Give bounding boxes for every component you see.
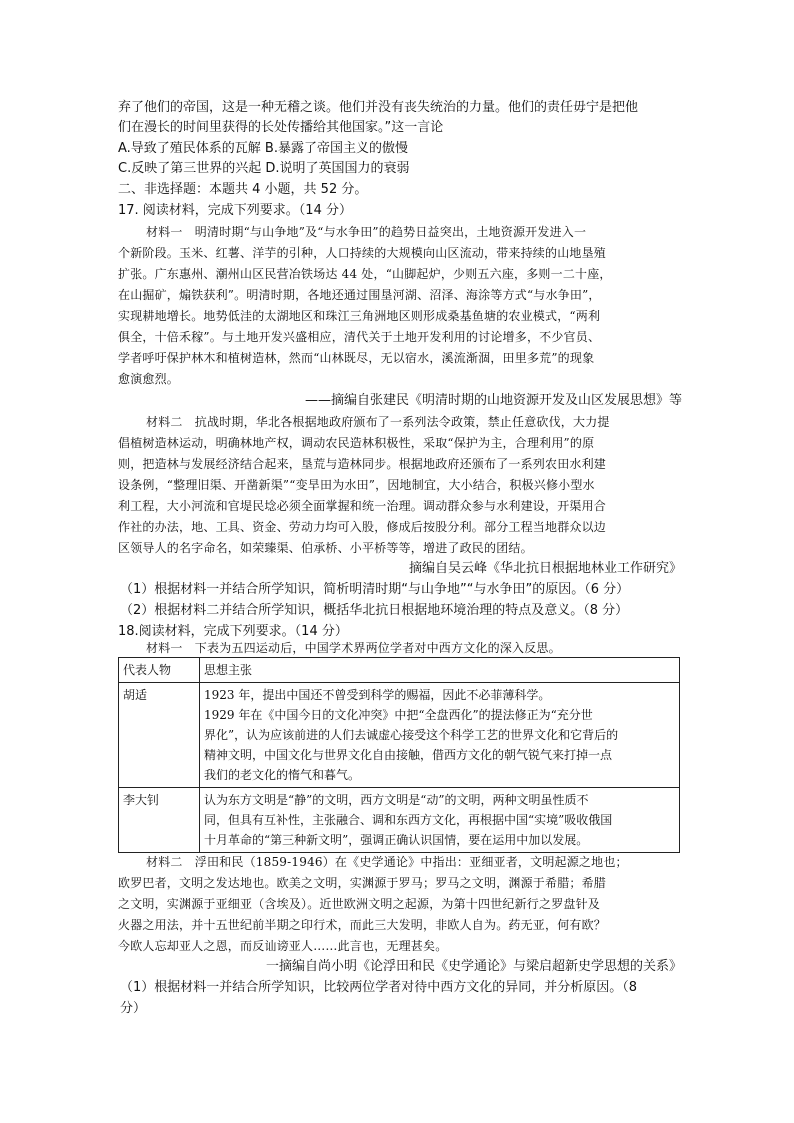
- answer-options-cd: C.反映了第三世界的兴起 D.说明了英国国力的衰弱: [118, 161, 410, 176]
- source-citation: 摘编自吴云峰《华北抗日根据地林业工作研究》: [408, 561, 682, 576]
- material-text-line: 材料二 抗战时期，华北各根据地政府颁布了一系列法令政策，禁止任意砍伐，大力提: [146, 415, 610, 429]
- material-text-line: 今欧人忘却亚人之恩，而反讪谤亚人……此言也，无理甚矣。: [118, 939, 448, 953]
- question-17-title: 17. 阅读材料，完成下列要求。（14 分）: [118, 203, 352, 218]
- cell-line: 十月革命的“第三种新文明”，强调正确认识国情，要在运用中加以发展。: [204, 833, 589, 847]
- cell-line: 1929 年在《中国今日的文化冲突》中把“全盘西化”的提法修正为“充分世: [204, 708, 593, 722]
- sub-question: （1）根据材料一并结合所学知识，比较两位学者对待中西方文化的异同，并分析原因。（8: [120, 980, 638, 995]
- source-citation: ——摘编自张建民《明清时期的山地资源开发及山区发展思想》等: [304, 393, 682, 408]
- material-text-line: 个新阶段。玉米、红薯、洋芋的引种，人口持续的大规模向山区流动，带来持续的山地垦殖: [118, 246, 607, 260]
- section-heading: 二、非选择题：本题共 4 小题，共 52 分。: [118, 182, 368, 197]
- material-text-line: 区领导人的名字命名，如荣臻渠、伯承桥、小平桥等等，增进了政民的团结。: [118, 541, 533, 555]
- material-text-line: 愈演愈烈。: [118, 372, 180, 386]
- table-cell-name: 李大钊: [119, 788, 200, 853]
- source-citation: 一摘编自尚小明《论浮田和民《史学通论》与梁启超新史学思想的关系》: [265, 959, 682, 974]
- cell-line: 精神文明，中国文化与世界文化自由接触，借西方文化的朝气锐气来打掉一点: [204, 748, 613, 762]
- material-text-line: 利工程，大小河流和官堤民埝必须全面掌握和统一治理。调动群众参与水利建设，开渠用合: [118, 499, 607, 513]
- table-row: [119, 683, 680, 788]
- thought-table: [118, 657, 680, 853]
- cell-line: 界化”，认为应该前进的人们去诚虚心接受这个科学工艺的世界文化和它背后的: [204, 728, 619, 742]
- material-text-line: 学者呼吁保护林木和植树造林，然而“山林既尽，无以宿水，溪流渐涸，田里多荒”的现象: [118, 351, 595, 365]
- answer-options-ab: A.导致了殖民体系的瓦解 B.暴露了帝国主义的傲慢: [118, 141, 408, 156]
- table-header-row: [119, 658, 680, 683]
- material-text-line: 扩张。广东惠州、潮州山区民营冶铁场达 44 处，“山脚起炉，少则五六座，多则一二十座，: [118, 267, 612, 281]
- material-text-line: 倡植树造林运动，明确林地产权，调动农民造林积极性，采取“保护为主，合理利用”的原: [118, 436, 595, 450]
- material-text-line: 欧罗巴者，文明之发达地也。欧美之文明，实渊源于罗马；罗马之文明，渊源于希腊；希腊: [118, 876, 607, 890]
- table-cell-name: 胡适: [119, 683, 200, 788]
- table-row: [119, 788, 680, 853]
- sub-question: （1）根据材料一并结合所学知识，简析明清时期“与山争地”“与水争田”的原因。（6 分）: [120, 582, 630, 597]
- table-cell-content: [200, 788, 680, 853]
- question-stem-line: 弃了他们的帝国，这是一种无稽之谈。他们并没有丧失统治的力量。他们的责任毋宁是把他: [118, 100, 639, 115]
- table-header-cell: 代表人物: [119, 658, 200, 683]
- material-text-line: 材料一 明清时期“与山争地”及“与水争田”的趋势日益突出，土地资源开发进入一: [146, 225, 587, 239]
- material-text-line: 俱全，十倍禾稼”。与土地开发兴盛相应，清代关于土地开发利用的讨论增多，不少官员、: [118, 330, 601, 344]
- question-18-title: 18.阅读材料，完成下列要求。（14 分）: [118, 624, 348, 639]
- table-cell-content: [200, 683, 680, 788]
- cell-line: 1923 年，提出中国还不曾受到科学的赐福，因此不必菲薄科学。: [204, 688, 551, 702]
- material-text-line: 材料二 浮田和民（1859-1946）在《史学通论》中指出：亚细亚者，文明起源之地也；: [146, 855, 628, 869]
- material-text-line: 火器之用法，并十五世纪前半期之印行术，而此三大发明，非欧人自为。药无亚，何有欧？: [118, 918, 607, 932]
- question-stem-line: 们在漫长的时间里获得的长处传播给其他国家。”这一言论: [118, 120, 444, 135]
- material-intro: 材料一 下表为五四运动后，中国学术界两位学者对中西方文化的深入反思。: [146, 641, 561, 655]
- material-text-line: 作社的办法，地、工具、资金、劳动力均可入股，修成后按股分利。部分工程当地群众以边: [118, 520, 607, 534]
- material-text-line: 在山掘矿，煽铁获利”。明清时期，各地还通过围垦河湖、沼泽、海涂等方式“与水争田”，: [118, 288, 601, 302]
- sub-question: 分）: [120, 1001, 147, 1016]
- cell-line: 同，但具有互补性，主张融合、调和东西方文化，再根据中国“实境”吸收俄国: [204, 813, 613, 827]
- material-text-line: 实现耕地增长。地势低洼的太湖地区和珠江三角洲地区则形成桑基鱼塘的农业模式，“两利: [118, 309, 601, 323]
- material-text-line: 之文明，实渊源于亚细亚（含埃及）。近世欧洲文明之起源，为第十四世纪新行之罗盘针及: [118, 897, 601, 911]
- table-header-cell: 思想主张: [200, 658, 680, 683]
- material-text-line: 设条例，“整理旧渠、开凿新渠”“变旱田为水田”，因地制宜，大小结合，积极兴修小型水: [118, 478, 595, 492]
- material-text-line: 则，把造林与发展经济结合起来，垦荒与造林同步。根据地政府还颁布了一系列农田水利建: [118, 457, 607, 471]
- cell-line: 我们的老文化的惰气和暮气。: [204, 768, 361, 782]
- sub-question: （2）根据材料二并结合所学知识，概括华北抗日根据地环境治理的特点及意义。（8 分）: [120, 603, 629, 618]
- cell-line: 认为东方文明是“静”的文明，西方文明是“动”的文明，两种文明虽性质不: [204, 793, 589, 807]
